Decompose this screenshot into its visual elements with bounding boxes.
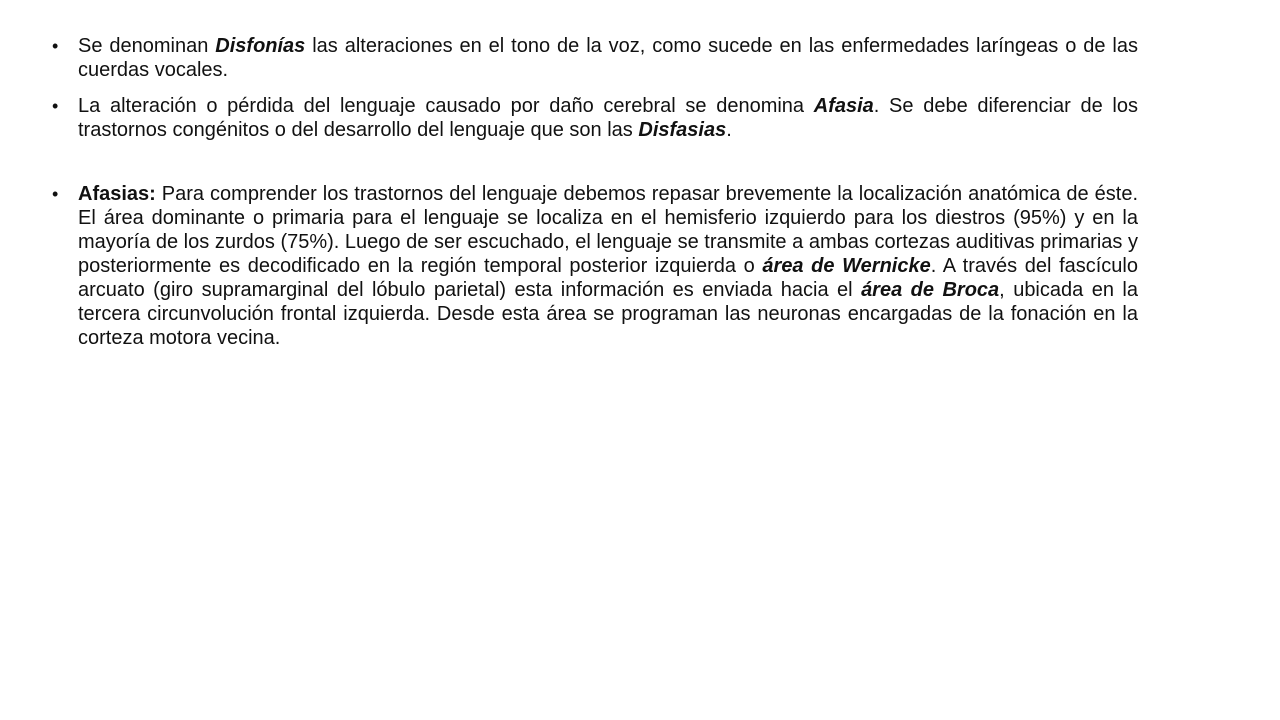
bullet-afasia-definition (52, 94, 1138, 142)
term-area-broca: área de Broca (861, 279, 1000, 301)
bullet-dot-icon: • (52, 184, 59, 204)
bullet-afasias-explanation (52, 182, 1138, 350)
bullet-list (52, 34, 1138, 362)
bullet-disfonias (52, 34, 1138, 82)
term-disfasias: Disfasias (638, 119, 727, 141)
text-segment: . Se debe diferenciar de los trastornos congénitos o del desarrollo del lenguaje que son las (78, 95, 1138, 141)
text-segment: . (726, 119, 732, 141)
text-segment: las alteraciones en el tono de la voz, como sucede en las enfermedades laríngeas o de las cuerdas vocales. (78, 35, 1138, 81)
text-segment: . A través del fascículo arcuato (giro supramarginal del lóbulo parietal) esta información es enviada hacia el (78, 255, 1138, 301)
term-afasia: Afasia (813, 95, 874, 117)
text-segment: Para comprender los trastornos del lenguaje debemos repasar brevemente la localización anatómica de éste. El área dominante o primaria para el lenguaje se localiza en el hemisferio izquierdo para los diestros (95%) y en la mayoría de los zurdos (75%). Luego de ser escuchado, el lenguaje se transmite a ambas cortezas auditivas primarias y posteriormente es decodificado en la región temporal posterior izquierda o (78, 183, 1138, 277)
bullet-dot-icon: • (52, 36, 59, 56)
text-segment: , ubicada en la tercera circunvolución frontal izquierda. Desde esta área se programan las neuronas encargadas de la fonación en la corteza motora vecina. (78, 279, 1138, 349)
bullet-dot-icon: • (52, 96, 59, 116)
term-disfonias: Disfonías (215, 35, 306, 57)
term-area-wernicke: área de Wernicke (762, 255, 931, 277)
text-segment: La alteración o pérdida del lenguaje causado por daño cerebral se denomina (78, 95, 814, 117)
term-afasias-heading: Afasias: (78, 183, 156, 205)
text-segment: Se denominan (78, 35, 216, 57)
